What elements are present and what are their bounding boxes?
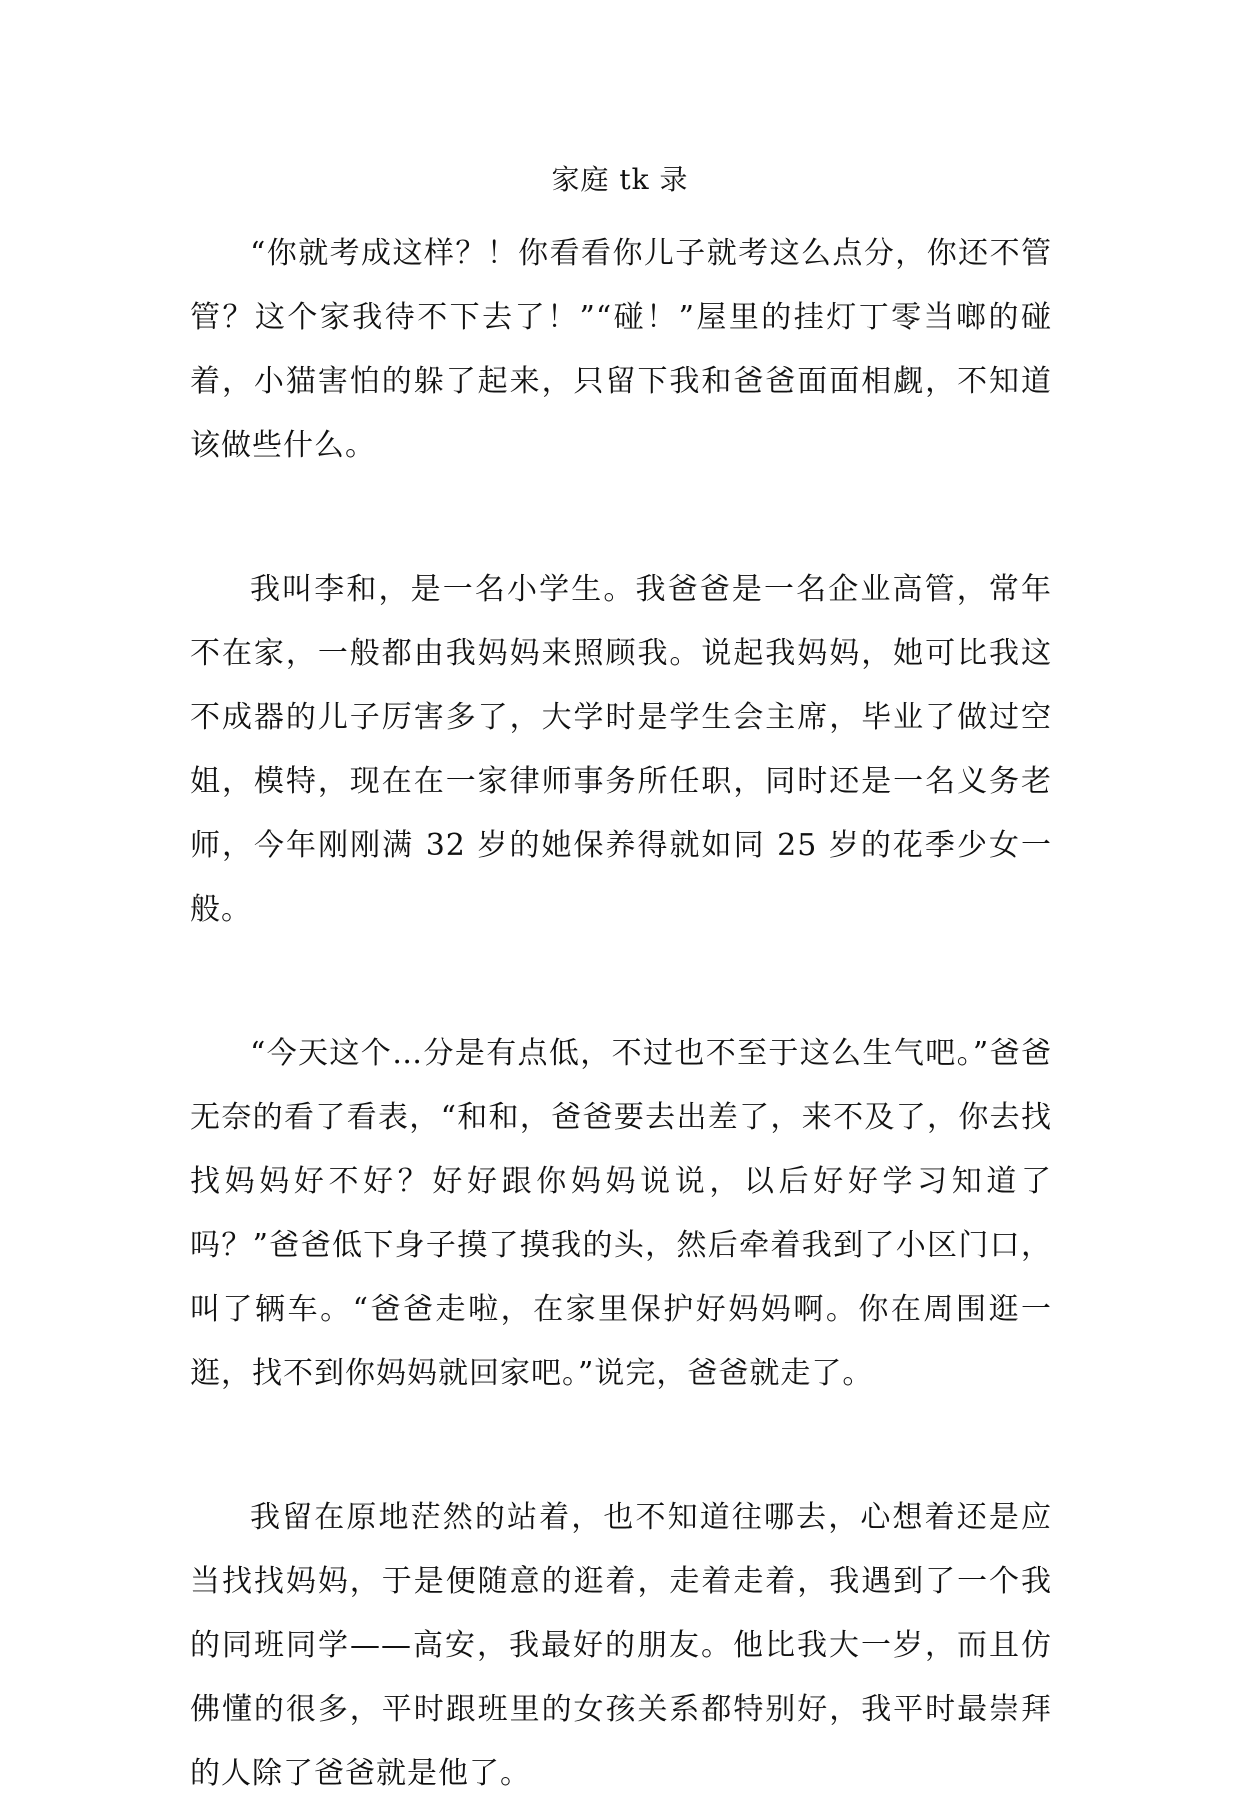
- document-body: [190, 222, 1052, 1806]
- paragraph-2: 我叫李和，是一名小学生。我爸爸是一名企业高管，常年不在家，一般都由我妈妈来照顾我。说起我妈妈，她可比我这不成器的儿子厉害多了，大学时是学生会主席，毕业了做过空姐，模特，现在在一家律师事务所任职，同时还是一名义务老师，今年刚刚满 32 岁的她保养得就如同 25 岁的花季少女一般。: [190, 572, 1052, 927]
- paragraph-1: “你就考成这样？！你看看你儿子就考这么点分，你还不管管？这个家我待不下去了！”“碰！”屋里的挂灯丁零当啷的碰着，小猫害怕的躲了起来，只留下我和爸爸面面相觑，不知道该做些什么。: [190, 236, 1052, 463]
- paragraph-3: “今天这个…分是有点低，不过也不至于这么生气吧。”爸爸无奈的看了看表，“和和，爸爸要去出差了，来不及了，你去找找妈妈好不好？好好跟你妈妈说说，以后好好学习知道了吗？”爸爸低下身子摸了摸我的头，然后牵着我到了小区门口，叫了辆车。“爸爸走啦，在家里保护好妈妈啊。你在周围逛一逛，找不到你妈妈就回家吧。”说完，爸爸就走了。: [190, 1036, 1052, 1391]
- document-title: 家庭 tk 录: [551, 163, 689, 196]
- paragraph-4: 我留在原地茫然的站着，也不知道往哪去，心想着还是应当找找妈妈，于是便随意的逛着，走着走着，我遇到了一个我的同班同学——高安，我最好的朋友。他比我大一岁，而且仿佛懂的很多，平时跟班里的女孩关系都特别好，我平时最崇拜的人除了爸爸就是他了。: [190, 1500, 1052, 1791]
